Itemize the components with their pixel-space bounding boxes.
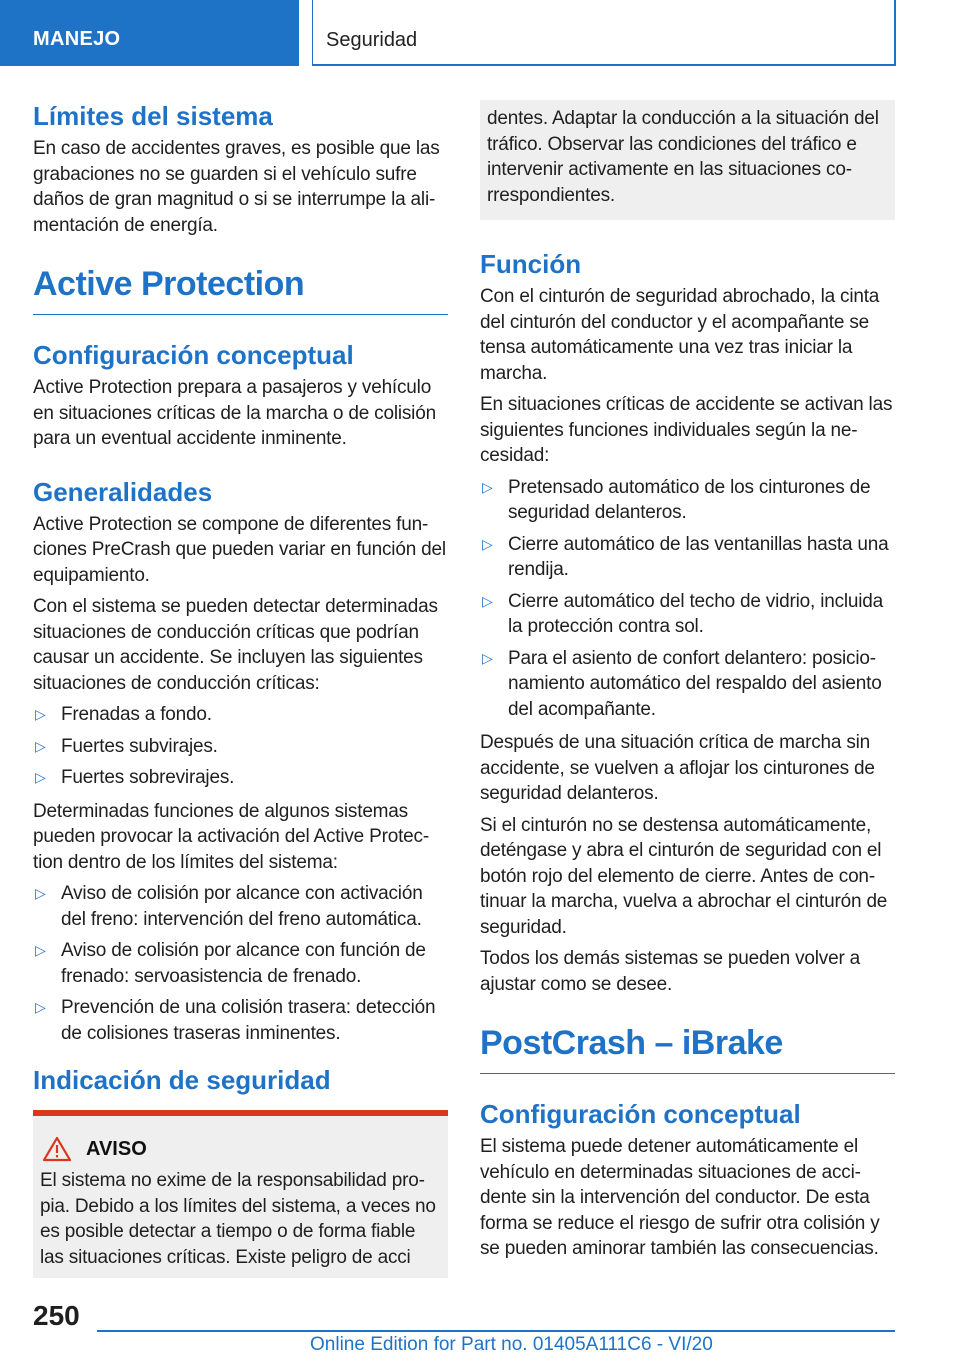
- chapter-header: [312, 0, 896, 66]
- warning-label: AVISO: [86, 1137, 147, 1160]
- right-column: [480, 100, 895, 1268]
- triangle-right-icon: ▷: [482, 649, 493, 666]
- list-item: ▷ Pretensado automático de los cinturones de seguridad delanteros.: [482, 476, 871, 523]
- warning-box-continued: [480, 100, 895, 220]
- page-header: [0, 0, 960, 66]
- safety-heading: Indicación de seguridad: [33, 1065, 331, 1095]
- triangle-right-icon: ▷: [482, 592, 493, 609]
- list-item: ▷ Fuertes subvirajes.: [33, 734, 448, 760]
- concept2-heading: Configuración conceptual: [480, 1099, 801, 1129]
- warning-text-continued: dentes. Adaptar la conducción a la situación del tráfico. Observar las condiciones del tráfico e intervenir activamente en las situaciones correspondientes.: [487, 108, 879, 206]
- list-item: ▷ Aviso de colisión por alcance con activación del freno: intervención del freno automática.: [35, 883, 423, 930]
- function-paragraph: Si el cinturón no se destensa automáticamente, deténgase y abra el cinturón de seguridad con el botón rojo del elemento de cierre. Antes de continuar la marcha, vuelva a abrochar el cinturón de seguridad.: [480, 814, 888, 938]
- triangle-right-icon: ▷: [35, 942, 46, 958]
- active-protection-heading: Active Protection: [33, 262, 448, 315]
- page-number: 250: [33, 1300, 80, 1331]
- general-paragraph: Active Protection se compone de diferentes funciones PreCrash que pueden variar en función del equipamiento.: [33, 513, 446, 586]
- triangle-right-icon: ▷: [35, 769, 46, 785]
- list-item: ▷ Para el asiento de confort delantero: posicionamiento automático del respaldo del asiento del acompañante.: [482, 647, 882, 720]
- list-item: ▷ Cierre automático del techo de vidrio, incluida la protección contra sol.: [482, 590, 884, 637]
- function-list: [480, 475, 895, 723]
- triangle-right-icon: ▷: [482, 535, 493, 552]
- list-item: ▷ Aviso de colisión por alcance con función de frenado: servoasistencia de frenado.: [35, 940, 426, 987]
- list-item: ▷ Frenadas a fondo.: [33, 702, 448, 728]
- functions-list: [33, 881, 448, 1046]
- situations-list: [33, 702, 448, 791]
- concept-heading: Configuración conceptual: [33, 340, 354, 370]
- section-title: MANEJO: [33, 28, 121, 50]
- triangle-right-icon: ▷: [35, 999, 46, 1015]
- function-paragraph: En situaciones críticas de accidente se activan las siguientes funciones individuales según la necesidad:: [480, 394, 893, 466]
- list-item: ▷ Fuertes sobrevirajes.: [33, 765, 448, 791]
- general-heading: Generalidades: [33, 476, 213, 507]
- general-paragraph: Con el sistema se pueden detectar determinadas situaciones de conducción críticas que podrían causar un accidente. Se incluyen las siguientes situaciones de conducción críticas:: [33, 596, 438, 694]
- triangle-right-icon: ▷: [35, 885, 46, 901]
- function-heading: Función: [480, 249, 582, 279]
- postcrash-heading: PostCrash – iBrake: [480, 1021, 895, 1074]
- triangle-right-icon: ▷: [35, 706, 46, 722]
- limits-text: En caso de accidentes graves, es posible que las grabaciones no se guarden si el vehículo sufre daños de gran magnitud o si se interrumpe la alimentación de energía.: [33, 138, 440, 236]
- triangle-right-icon: ▷: [35, 737, 46, 754]
- footer-divider: [97, 1330, 895, 1332]
- warning-triangle-icon: [42, 1136, 72, 1162]
- list-item: ▷ Prevención de una colisión trasera: detección de colisiones traseras inminentes.: [35, 997, 436, 1044]
- concept2-text: El sistema puede detener automáticamente el vehículo en determinadas situaciones de accidente sin la intervención del conductor. De esta forma se reduce el riesgo de sufrir otra colisión y se pueden aminorar también las consecuencias.: [480, 1136, 880, 1259]
- function-paragraph: Después de una situación crítica de marcha sin accidente, se vuelven a aflojar los cinturones de seguridad delanteros.: [480, 732, 875, 804]
- list-item: ▷ Cierre automático de las ventanillas hasta una rendija.: [482, 533, 889, 580]
- function-paragraph: Con el cinturón de seguridad abrochado, la cinta del cinturón del conductor y el acompañante se tensa automáticamente una vez tras iniciar la marcha.: [480, 286, 880, 384]
- warning-box: [33, 1110, 448, 1278]
- edition-text: Online Edition for Part no. 01405A111C6 - VI/20: [310, 1334, 713, 1355]
- warning-text: El sistema no exime de la responsabilidad propia. Debido a los límites del sistema, a veces no es posible detectar a tiempo o de forma fiable las situaciones críticas. Existe peligro de acci: [40, 1170, 436, 1268]
- chapter-title: Seguridad: [326, 29, 418, 51]
- function-paragraph: Todos los demás sistemas se pueden volver a ajustar como se desee.: [480, 948, 861, 995]
- triangle-right-icon: ▷: [482, 478, 493, 495]
- left-column: [33, 100, 448, 1278]
- warning-header: [40, 1136, 440, 1162]
- limits-heading: Límites del sistema: [33, 101, 273, 131]
- concept-text: Active Protection prepara a pasajeros y vehículo en situaciones críticas de la marcha o de colisión para un eventual accidente inminente.: [33, 377, 436, 449]
- general-paragraph: Determinadas funciones de algunos sistemas pueden provocar la activación del Active Protection dentro de los límites del sistema:: [33, 800, 430, 873]
- section-tab: [0, 0, 299, 66]
